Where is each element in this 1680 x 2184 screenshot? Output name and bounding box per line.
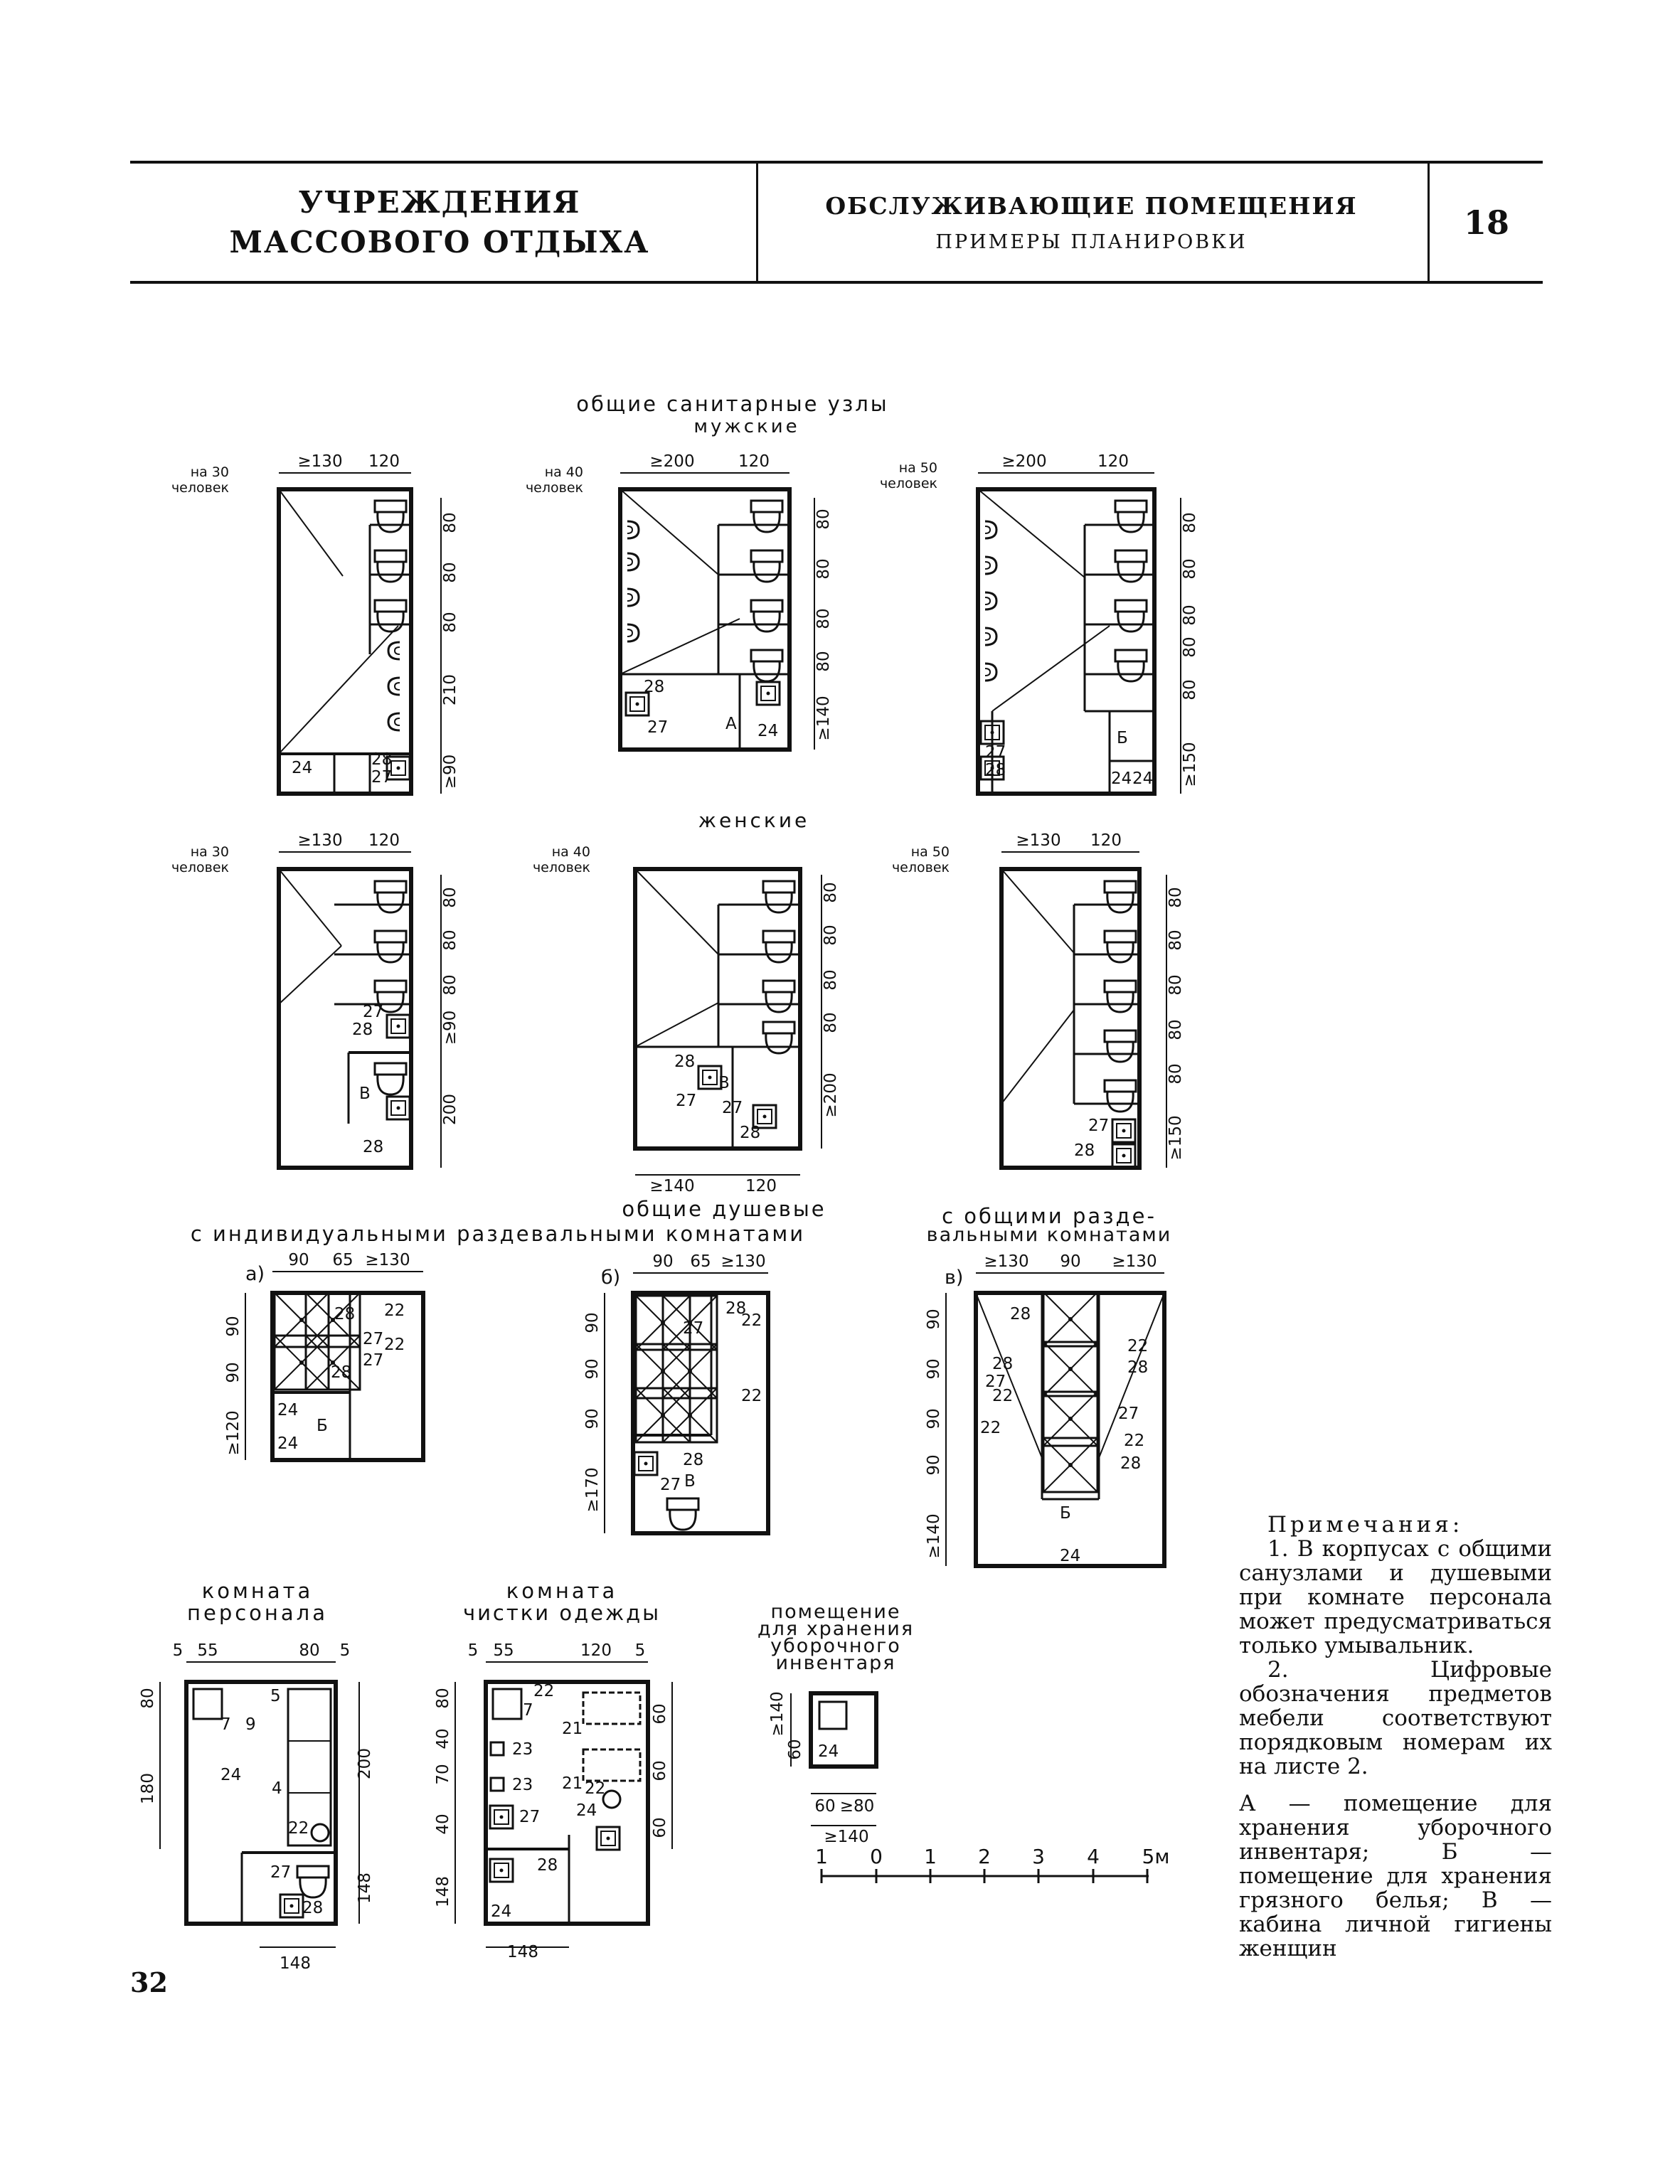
- label-24: 24: [277, 1434, 299, 1453]
- cap-label: человек: [171, 860, 229, 875]
- label-28: 28: [1127, 1358, 1149, 1377]
- heading-common-rooms-line1: с общими разде-: [942, 1204, 1157, 1228]
- label-24: 24: [1111, 769, 1132, 788]
- dim-label: 80: [1181, 636, 1199, 658]
- label-24: 24: [576, 1801, 597, 1820]
- dim-label: 90: [925, 1408, 943, 1429]
- dim-label: ≥140: [649, 1177, 695, 1195]
- dim-label: 80: [1166, 1063, 1185, 1085]
- dim-label: ≥130: [297, 452, 343, 471]
- scale-label: 4: [1087, 1845, 1100, 1868]
- dim-label: 80: [441, 612, 459, 633]
- dim-label: 80: [1181, 558, 1199, 580]
- dim-label: 90: [224, 1316, 243, 1337]
- label-24: 24: [1060, 1547, 1081, 1565]
- dim-label: ≥80: [839, 1797, 875, 1816]
- label-28: 28: [537, 1856, 558, 1875]
- cap-label: на 50: [898, 460, 937, 476]
- label-23: 23: [512, 1776, 533, 1794]
- label-24: 24: [220, 1766, 242, 1784]
- label-22: 22: [1124, 1432, 1145, 1450]
- dim-label: 90: [652, 1252, 674, 1271]
- label-24: 24: [818, 1742, 839, 1761]
- label-28: 28: [352, 1021, 373, 1039]
- dim-label: 80: [299, 1641, 320, 1660]
- label-room-v: В: [718, 1074, 730, 1092]
- dim-label: ≥150: [1181, 742, 1199, 787]
- cap-label: человек: [525, 480, 583, 496]
- dim-label: ≥200: [649, 452, 695, 471]
- dim-label: 120: [738, 452, 770, 471]
- heading-storage-line1: помещение: [770, 1601, 901, 1623]
- dim-label: 90: [583, 1358, 602, 1380]
- dim-label: 80: [434, 1688, 452, 1709]
- dim-label: ≥130: [1112, 1252, 1157, 1271]
- heading-storage-line4: инвентаря: [775, 1652, 896, 1674]
- notes-block: [1239, 1513, 1552, 1961]
- dim-label: 80: [441, 887, 459, 908]
- dim-label: 80: [1166, 929, 1185, 951]
- dim-label: 120: [580, 1641, 612, 1660]
- dim-label: 90: [224, 1362, 243, 1383]
- dim-label: ≥130: [721, 1252, 766, 1271]
- heading-storage-line3: уборочного: [770, 1635, 901, 1657]
- scale-label: 2: [978, 1845, 991, 1868]
- dim-label: 90: [583, 1408, 602, 1429]
- label-7: 7: [523, 1701, 533, 1720]
- heading-staff-room-line1: комната: [201, 1579, 314, 1603]
- heading-common-rooms-line2: вальными комнатами: [926, 1224, 1172, 1246]
- dim-label: 210: [441, 674, 459, 705]
- scale-bar: [815, 1845, 1169, 1883]
- label-24: 24: [757, 722, 779, 740]
- dim-label: 5: [634, 1641, 646, 1660]
- label-28: 28: [725, 1299, 747, 1318]
- label-27: 27: [722, 1099, 743, 1117]
- dim-label: 5: [339, 1641, 351, 1660]
- label-27: 27: [363, 1330, 384, 1348]
- label-22: 22: [585, 1779, 606, 1798]
- dim-label: 148: [434, 1876, 452, 1907]
- dim-label: 55: [493, 1641, 514, 1660]
- dim-label: ≥200: [1001, 452, 1047, 471]
- dim-label: 5: [172, 1641, 184, 1660]
- label-22: 22: [741, 1387, 762, 1405]
- dim-label: ≥150: [1166, 1115, 1185, 1161]
- dim-label: 80: [814, 558, 833, 580]
- notes-title: Примечания:: [1267, 1512, 1464, 1538]
- label-27: 27: [371, 768, 393, 787]
- dim-label: ≥120: [224, 1410, 243, 1456]
- section-title-line1: УЧРЕЖДЕНИЯ: [298, 184, 581, 220]
- page-number: 32: [130, 1966, 168, 1998]
- label-28: 28: [1074, 1141, 1095, 1160]
- dim-label: ≥90: [441, 754, 459, 789]
- label-28: 28: [644, 678, 665, 696]
- dim-label: ≥140: [814, 696, 833, 741]
- heading-staff-room-line2: персонала: [187, 1601, 328, 1625]
- label-27: 27: [660, 1476, 681, 1494]
- label-22: 22: [384, 1336, 405, 1354]
- label-28: 28: [683, 1451, 704, 1469]
- label-28: 28: [302, 1899, 324, 1917]
- variant-mark-v: в): [945, 1267, 964, 1289]
- label-28: 28: [371, 750, 393, 769]
- label-23: 23: [512, 1740, 533, 1759]
- dim-label: 60: [651, 1760, 669, 1781]
- dim-label: 80: [1166, 887, 1185, 908]
- dim-label: 40: [434, 1728, 452, 1749]
- variant-mark-b: б): [601, 1267, 621, 1289]
- plan-staff-room: [186, 1682, 336, 1924]
- label-room-b: Б: [1060, 1504, 1071, 1523]
- heading-men: мужские: [693, 416, 800, 437]
- dim-label: 180: [139, 1773, 157, 1804]
- dim-label: 90: [288, 1251, 309, 1269]
- heading-cleaning-room-line2: чистки одежды: [462, 1601, 661, 1625]
- cap-label: человек: [891, 860, 950, 875]
- label-22: 22: [980, 1419, 1001, 1437]
- dim-label: 60: [786, 1739, 804, 1760]
- label-22: 22: [533, 1682, 555, 1700]
- dim-label: 80: [822, 969, 840, 991]
- label-5: 5: [270, 1687, 281, 1705]
- heading-women: женские: [698, 809, 810, 832]
- dim-label: 60: [651, 1703, 669, 1725]
- note-2: 2. Цифровые обозначения предметов мебели соответствуют порядковым номерам их на листе 2.: [1239, 1657, 1552, 1779]
- dim-label: 80: [1181, 679, 1199, 701]
- label-21: 21: [562, 1720, 583, 1738]
- cap-label: на 30: [190, 464, 229, 480]
- dim-label: ≥130: [297, 831, 343, 850]
- dim-label: 90: [1060, 1252, 1081, 1271]
- label-4: 4: [272, 1779, 282, 1798]
- dim-label: ≥130: [365, 1251, 410, 1269]
- dim-label: 80: [814, 651, 833, 672]
- label-27: 27: [519, 1808, 541, 1826]
- dim-label: 120: [1090, 831, 1122, 850]
- dim-label: 90: [583, 1312, 602, 1333]
- label-28: 28: [674, 1053, 696, 1071]
- heading-showers: общие душевые: [622, 1197, 826, 1221]
- dim-label: 120: [368, 452, 400, 471]
- label-27: 27: [683, 1319, 704, 1338]
- dim-label: 120: [1097, 452, 1129, 471]
- heading-individual-rooms: с индивидуальными раздевальными комнатами: [190, 1222, 806, 1246]
- dim-label: 120: [368, 831, 400, 850]
- label-22: 22: [288, 1819, 309, 1838]
- label-room-b: Б: [317, 1417, 328, 1435]
- dim-label: ≥90: [441, 1010, 459, 1045]
- dim-label: 120: [745, 1177, 777, 1195]
- scale-label: 1: [924, 1845, 937, 1868]
- dim-label: 80: [1166, 974, 1185, 996]
- dim-label: 55: [197, 1641, 218, 1660]
- dim-label: 80: [1181, 604, 1199, 626]
- plan-cleaning-room: [486, 1682, 648, 1924]
- dim-label: 60: [651, 1817, 669, 1838]
- dim-label: 65: [332, 1251, 353, 1269]
- scale-label: 5м: [1142, 1845, 1170, 1868]
- plan-men-40: [620, 489, 790, 750]
- label-28: 28: [1120, 1454, 1142, 1473]
- label-28: 28: [334, 1305, 356, 1323]
- legend: А — помещение для хранения уборочного инвентаря; Б — помещение для хранения грязного белья; В — кабина личной гигиены женщин: [1239, 1791, 1552, 1961]
- plan-showers-v: [976, 1293, 1164, 1566]
- dim-label: 80: [441, 929, 459, 951]
- label-24: 24: [491, 1902, 512, 1921]
- dim-label: 40: [434, 1813, 452, 1835]
- sheet-title: ОБСЛУЖИВАЮЩИЕ ПОМЕЩЕНИЯ: [825, 191, 1358, 220]
- dim-label: ≥140: [824, 1828, 869, 1846]
- label-room-a: А: [725, 715, 737, 733]
- dim-label: ≥140: [925, 1513, 943, 1559]
- dim-label: ≥200: [822, 1072, 840, 1118]
- dim-label: 80: [1181, 512, 1199, 533]
- label-27: 27: [985, 743, 1006, 762]
- heading-cleaning-room-line1: комната: [506, 1579, 618, 1603]
- dim-label: ≥130: [1016, 831, 1061, 850]
- label-28: 28: [331, 1363, 352, 1382]
- label-28: 28: [992, 1355, 1014, 1373]
- cap-label: на 50: [910, 844, 950, 860]
- dim-label: ≥170: [583, 1467, 602, 1513]
- cap-label: человек: [879, 476, 937, 491]
- cap-label: человек: [171, 480, 229, 496]
- dim-label: 80: [139, 1688, 157, 1709]
- plan-men-30: [279, 489, 411, 794]
- section-title-line2: МАССОВОГО ОТДЫХА: [229, 224, 650, 260]
- sheet-subtitle: ПРИМЕРЫ ПЛАНИРОВКИ: [935, 230, 1248, 253]
- sheet-number: 18: [1463, 203, 1509, 242]
- dim-label: 65: [690, 1252, 711, 1271]
- dim-label: 200: [356, 1748, 374, 1779]
- scale-label: 3: [1032, 1845, 1045, 1868]
- label-28: 28: [1010, 1305, 1031, 1323]
- label-27: 27: [985, 1373, 1006, 1391]
- dim-label: ≥130: [984, 1252, 1029, 1271]
- label-28: 28: [363, 1138, 384, 1156]
- note-1: 1. В корпусах с общими санузлами и душевыми при комнате персонала может предусматриваться только умывальник.: [1239, 1536, 1552, 1658]
- dim-label: 5: [467, 1641, 479, 1660]
- label-27: 27: [270, 1863, 292, 1882]
- heading-storage-line2: для хранения: [757, 1618, 915, 1640]
- dim-label: 200: [441, 1094, 459, 1125]
- label-7: 7: [220, 1715, 231, 1734]
- variant-mark-a: а): [245, 1263, 265, 1285]
- dim-label: 80: [441, 974, 459, 996]
- scale-label: 0: [870, 1845, 883, 1868]
- cap-label: на 40: [544, 464, 583, 480]
- label-28: 28: [985, 761, 1006, 779]
- label-room-v: В: [359, 1085, 371, 1103]
- label-27: 27: [363, 1003, 384, 1021]
- cap-label: на 40: [551, 844, 590, 860]
- cap-label: на 30: [190, 844, 229, 860]
- label-24: 24: [277, 1401, 299, 1419]
- dim-label: 80: [822, 925, 840, 946]
- dim-label: 80: [822, 1012, 840, 1033]
- label-27: 27: [647, 718, 669, 737]
- dim-label: 90: [925, 1309, 943, 1330]
- label-27: 27: [676, 1092, 697, 1110]
- dim-label: 70: [434, 1764, 452, 1785]
- label-room-b: Б: [1117, 729, 1128, 747]
- label-22: 22: [1127, 1337, 1149, 1355]
- dim-label: 60: [814, 1797, 836, 1816]
- dim-label: 80: [814, 608, 833, 629]
- dim-label: 90: [925, 1454, 943, 1476]
- dim-label: 80: [441, 512, 459, 533]
- dim-label: 148: [280, 1954, 311, 1973]
- label-24: 24: [1132, 769, 1154, 788]
- dim-label: 148: [356, 1873, 374, 1904]
- scale-label: 1: [815, 1845, 828, 1868]
- heading-general-toilets: общие санитарные узлы: [576, 392, 889, 416]
- label-27: 27: [1118, 1405, 1139, 1423]
- label-22: 22: [992, 1387, 1014, 1405]
- label-22: 22: [741, 1311, 762, 1330]
- label-27: 27: [363, 1351, 384, 1370]
- label-27: 27: [1088, 1117, 1110, 1135]
- label-24: 24: [292, 759, 313, 777]
- dim-label: 80: [822, 882, 840, 903]
- dim-label: 80: [814, 508, 833, 530]
- dim-label: 90: [925, 1358, 943, 1380]
- cap-label: человек: [532, 860, 590, 875]
- label-21: 21: [562, 1774, 583, 1793]
- label-22: 22: [384, 1301, 405, 1320]
- label-room-v: В: [684, 1472, 696, 1491]
- dim-label: 80: [441, 562, 459, 583]
- label-9: 9: [245, 1715, 256, 1734]
- label-28: 28: [740, 1124, 761, 1142]
- dim-label: 80: [1166, 1019, 1185, 1040]
- dim-label: ≥140: [768, 1691, 787, 1737]
- dim-label: 148: [507, 1943, 538, 1961]
